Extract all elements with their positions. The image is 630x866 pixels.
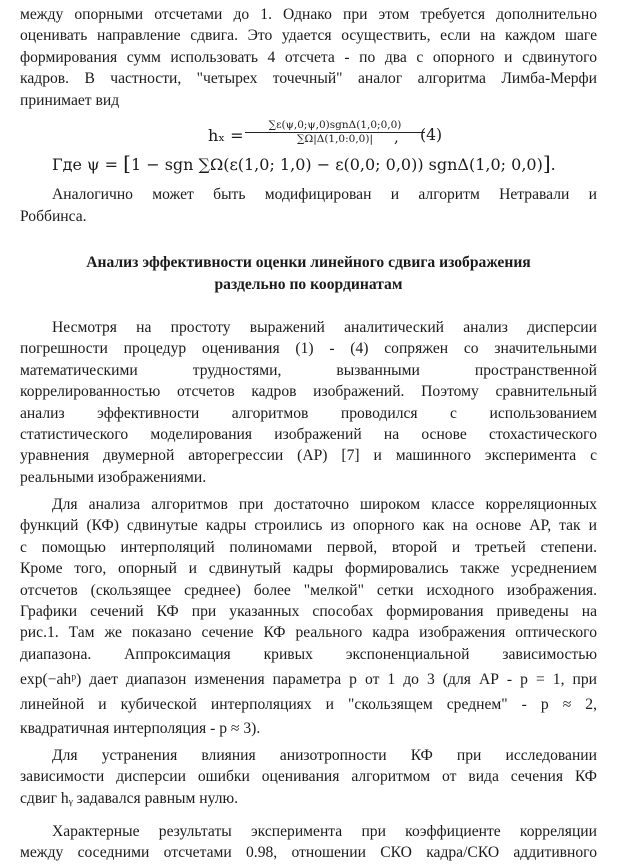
paragraph-results (20, 821, 597, 864)
text-line: отсчетов (скользящее среднее) более "мелкой" сетки исходного изображения. (20, 581, 597, 599)
text-line: между соседними отсчетами 0.98, отношении СКО кадра/СКО аддитивного (20, 844, 597, 862)
intro-paragraph (20, 4, 597, 111)
psi-end: . (550, 155, 556, 174)
text-line: кадров. В частности, "четырех точечный" аналог алгоритма Лимба-Мерфи (20, 70, 597, 88)
text-line: Роббинса. (20, 208, 87, 225)
text-line: диапазона. Аппроксимация кривых экспоненциальной зависимостью (20, 645, 597, 663)
text-line: реальными изображениями. (20, 468, 207, 486)
equation-denominator: ∑Ω|Δ(1,0:0,0)| (297, 133, 373, 145)
text-line: анализ эффективности алгоритмов проводился с использованием (20, 404, 597, 422)
text-line: exp(−ahᵖ) дает диапазон изменения параметра p от 1 до 3 (для АР - p = 1, при (20, 671, 597, 689)
text-line: линейной и кубической интерполяциях и "скользящем среднем" - p ≈ 2, (20, 695, 597, 713)
text-line: математическими трудностями, вызванными пространственной (20, 361, 597, 379)
netravali-paragraph-end (20, 206, 597, 227)
text-line: Графики сечений КФ при указанных способах формирования приведены на (20, 603, 597, 621)
text-line: квадратичная интерполяция - p ≈ 3). (20, 720, 261, 738)
psi-expression: 1 − sgn ∑Ω(ε(1,0; 1,0) − ε(0,0; 0,0)) sgnΔ(1,0; 0,0) (130, 155, 543, 174)
text-line: с помощью интерполяций полиномами первой, второй и третьей степени. (20, 538, 597, 556)
text-line: оценивать направление сдвига. Это удается осуществить, если на каждом шаге (20, 27, 597, 45)
text-line: принимает вид (20, 91, 120, 109)
text-line: между опорными отсчетами до 1. Однако при этом требуется дополнительно (20, 6, 597, 23)
text-line: статистического моделирования изображений на основе стохастического (20, 426, 597, 444)
heading-line: Анализ эффективности оценки линейного сдвига изображения (86, 254, 531, 271)
text-line: Кроме того, опорный и сдвинутый кадры формировались также усреднением (20, 560, 597, 578)
text-line: функций (КФ) сдвинутые кадры строились из опорного как на основе АР, так и (20, 517, 597, 535)
equation-lhs: hₓ = (208, 126, 244, 145)
section-heading (20, 252, 597, 296)
equation-numerator: ∑ε(ψ,0;ψ,0)sgnΔ(1,0;0,0) (245, 119, 425, 133)
paragraph-experiment (20, 494, 597, 739)
text-line: Характерные результаты эксперимента при коэффициенте корреляции (52, 823, 597, 840)
heading-line: раздельно по координатам (214, 276, 403, 293)
equation-comma: , (394, 128, 399, 146)
text-line: формирования сумм использовать 4 отсчета - по два с опорного и сдвинутого (20, 48, 597, 66)
text-line: Несмотря на простоту выражений аналитический анализ дисперсии (52, 319, 597, 336)
psi-prefix: Где ψ = (52, 155, 124, 174)
text-line: Для анализа алгоритмов при достаточно широком классе корреляционных (52, 496, 597, 513)
equation-number: (4) (420, 126, 443, 144)
paragraph-anisotropy (20, 745, 597, 809)
text-line: коррелированностью отсчетов кадров изображений. Поэтому сравнительный (20, 383, 597, 401)
text-line: Аналогично может быть модифицирован и алгоритм Нетравали и (52, 186, 597, 203)
bracket-close: ] (542, 151, 551, 175)
text-line: Для устранения влияния анизотропности КФ при исследовании (52, 747, 597, 764)
netravali-paragraph (20, 184, 597, 205)
text-line: рис.1. Там же показано сечение КФ реального кадра изображения оптического (20, 624, 597, 642)
bracket-open: [ (123, 151, 131, 175)
text-line: сдвиг hᵧ задавался равным нулю. (20, 789, 239, 807)
text-line: зависимости дисперсии ошибки оценивания алгоритмом от вида сечения КФ (20, 768, 597, 786)
text-line: погрешности процедур оценивания (1) - (4) сопряжен со значительными (20, 340, 597, 358)
paragraph-analysis (20, 317, 597, 488)
psi-definition (52, 153, 556, 175)
text-line: уравнения двумерной авторегрессии (АР) [7] и машинного эксперимента с (20, 447, 597, 465)
